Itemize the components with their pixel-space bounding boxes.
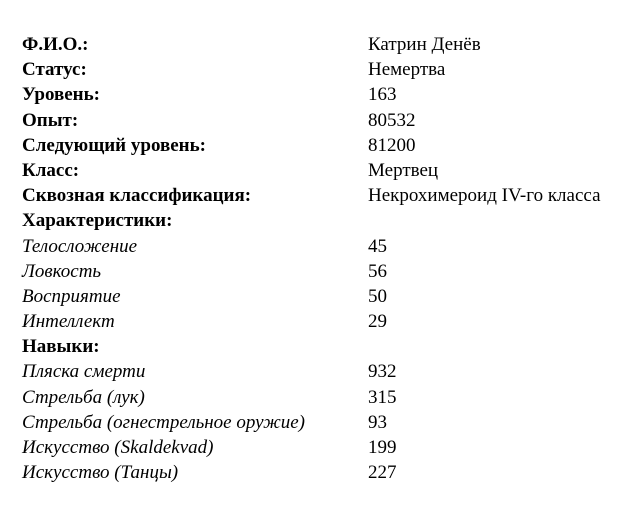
stat-name: Восприятие <box>22 285 121 307</box>
stat-row <box>22 284 632 309</box>
stat-name: Интеллект <box>22 311 115 333</box>
skill-value: 199 <box>368 437 397 458</box>
field-value: Немертва <box>368 59 446 81</box>
characteristics-heading-row <box>22 208 632 233</box>
field-value: 163 <box>368 84 397 106</box>
stat-value: 29 <box>368 311 387 333</box>
stat-row <box>22 309 632 334</box>
field-label: Опыт: <box>22 109 79 131</box>
skill-name: Стрельба (огнестрельное оружие) <box>22 411 306 433</box>
field-label: Сквозная классификация: <box>22 185 252 207</box>
field-label: Уровень: <box>22 84 100 106</box>
field-value: 80532 <box>368 109 416 131</box>
field-label: Ф.И.О.: <box>22 34 89 55</box>
stat-value: 56 <box>368 260 387 282</box>
skill-row <box>22 410 632 435</box>
stat-row <box>22 259 632 284</box>
section-heading-characteristics: Характеристики: <box>22 210 173 232</box>
stat-value: 45 <box>368 235 387 257</box>
field-value: Катрин Денёв <box>368 34 481 55</box>
skill-row <box>22 435 632 460</box>
field-value: Мертвец <box>368 159 439 181</box>
skill-value: 93 <box>368 411 387 433</box>
field-row-status <box>22 57 632 82</box>
skill-row <box>22 385 632 410</box>
skill-row <box>22 359 632 384</box>
skill-value: 315 <box>368 386 397 408</box>
stat-name: Телосложение <box>22 235 138 257</box>
field-row-experience <box>22 108 632 133</box>
skill-row <box>22 460 632 485</box>
skill-name: Пляска смерти <box>22 361 146 383</box>
field-label: Статус: <box>22 59 87 81</box>
skill-name: Искусство (Танцы) <box>22 462 179 484</box>
field-label: Следующий уровень: <box>22 134 206 156</box>
stat-value: 50 <box>368 285 387 307</box>
skill-value: 932 <box>368 361 397 383</box>
field-row-classification <box>22 183 632 208</box>
skill-value: 227 <box>368 462 397 484</box>
skill-name: Стрельба (лук) <box>22 386 145 408</box>
field-row-class <box>22 158 632 183</box>
character-sheet <box>22 32 632 485</box>
skill-name: Искусство (Skaldekvad) <box>22 437 214 458</box>
field-row-name <box>22 32 632 57</box>
field-row-next-level <box>22 133 632 158</box>
field-row-level <box>22 82 632 107</box>
skills-heading-row <box>22 334 632 359</box>
section-heading-skills: Навыки: <box>22 336 100 358</box>
stat-row <box>22 234 632 259</box>
stat-name: Ловкость <box>22 260 102 282</box>
field-label: Класс: <box>22 159 80 181</box>
field-value: 81200 <box>368 134 416 156</box>
field-value: Некрохимероид IV-го класса <box>368 185 601 207</box>
